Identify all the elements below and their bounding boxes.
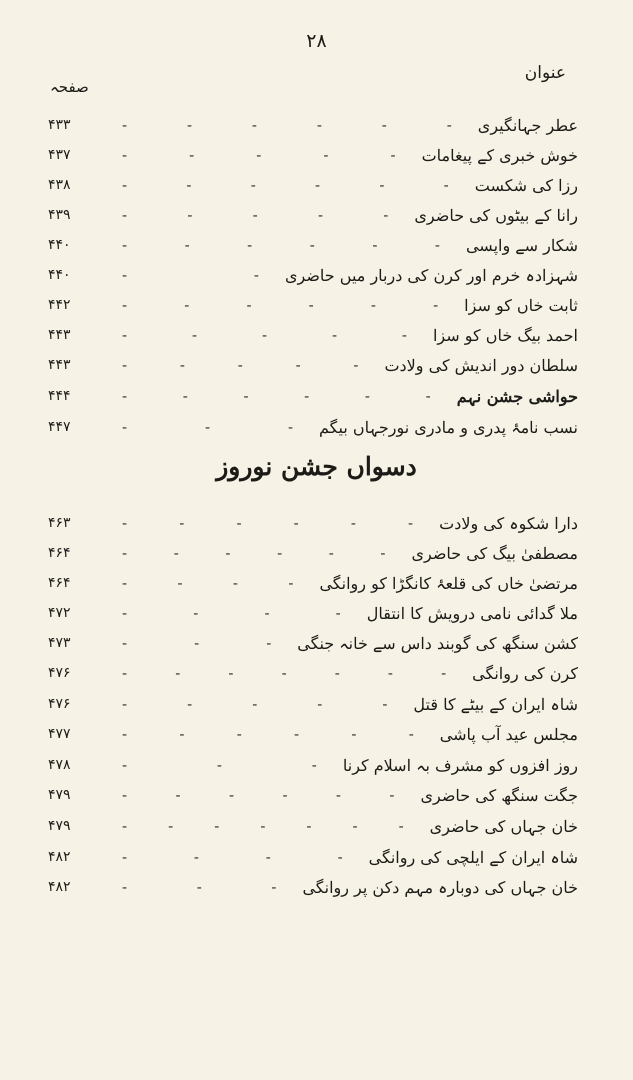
list-item xyxy=(48,350,578,380)
leader-dashes: - - - - - xyxy=(122,206,389,224)
entry-title: مجلس عید آب پاشی xyxy=(439,724,578,744)
entry-page: ۴۸۲ xyxy=(48,849,71,865)
leader-dashes: - - - - - - - xyxy=(122,664,447,682)
entry-title: مصطفیٰ بیگ کی حاضری xyxy=(411,543,578,563)
entry-title: خان جہاں کی حاضری xyxy=(429,816,578,836)
entry-title: جگت سنگھ کی حاضری xyxy=(420,785,578,805)
page-column-heading: صفحہ xyxy=(50,78,89,96)
list-item xyxy=(48,381,578,411)
leader-dashes: - - - xyxy=(122,634,272,652)
leader-dashes: - - - - - - xyxy=(122,514,414,532)
entry-page: ۴۸۲ xyxy=(48,879,71,895)
leader-dashes: - - - - - - xyxy=(122,236,440,254)
entry-page: ۴۷۶ xyxy=(48,696,71,712)
leader-dashes: - - - - - - xyxy=(122,296,439,314)
entry-page: ۴۶۴ xyxy=(48,545,71,561)
entry-page: ۴۴۷ xyxy=(48,419,71,435)
section-heading: دسواں جشن نوروز xyxy=(216,452,417,481)
list-item xyxy=(48,320,578,350)
leader-dashes: - - - - - - xyxy=(122,176,449,194)
entry-page: ۴۴۲ xyxy=(48,297,71,313)
entry-page: ۴۷۸ xyxy=(48,757,71,773)
leader-dashes: - - - - xyxy=(122,604,341,622)
list-item xyxy=(48,140,578,170)
leader-dashes: - - - - - xyxy=(122,146,396,164)
entry-title: سلطان دور اندیش کی ولادت xyxy=(384,355,578,375)
contents-heading: عنوان xyxy=(524,63,566,83)
entry-title: عطر جہانگیری xyxy=(477,115,578,135)
entry-page: ۴۷۳ xyxy=(48,635,71,651)
list-item xyxy=(48,750,578,780)
list-item xyxy=(48,200,578,230)
leader-dashes: - - - - - - xyxy=(122,786,395,804)
entry-page: ۴۳۳ xyxy=(48,117,71,133)
entry-page: ۴۷۷ xyxy=(48,726,71,742)
entry-page: ۴۷۹ xyxy=(48,818,71,834)
list-item xyxy=(48,780,578,810)
entry-title: روز افزوں کو مشرف بہ اسلام کرنا xyxy=(342,755,578,775)
entry-title: رانا کے بیٹوں کی حاضری xyxy=(414,205,578,225)
list-item xyxy=(48,811,578,841)
leader-dashes: - - - - - - xyxy=(122,387,431,405)
entry-title: خان جہاں کی دوبارہ مہم دکن پر روانگی xyxy=(302,877,578,897)
list-item xyxy=(48,412,578,442)
entry-title: شہزادہ خرم اور کرن کی دربار میں حاضری xyxy=(284,265,578,285)
entry-page: ۴۷۲ xyxy=(48,605,71,621)
entry-title: ثابت خاں کو سزا xyxy=(464,295,578,315)
leader-dashes: - - - - - xyxy=(122,356,359,374)
list-item xyxy=(48,290,578,320)
leader-dashes: - - - - xyxy=(122,574,294,592)
leader-dashes: - - - xyxy=(122,878,277,896)
list-item xyxy=(48,230,578,260)
entry-page: ۴۷۹ xyxy=(48,787,71,803)
entry-title: رزا کی شکست xyxy=(474,175,578,195)
list-item xyxy=(48,508,578,538)
entry-page: ۴۳۹ xyxy=(48,207,71,223)
list-item xyxy=(48,872,578,902)
list-item xyxy=(48,658,578,688)
entry-title: شکار سے واپسی xyxy=(465,235,578,255)
list-item xyxy=(48,170,578,200)
list-item xyxy=(48,689,578,719)
entry-title: شاہ ایران کے بیٹے کا قتل xyxy=(413,694,578,714)
entry-page: ۴۴۰ xyxy=(48,267,71,283)
entry-title: مرتضیٰ خاں کی قلعۂ کانگڑا کو روانگی xyxy=(319,573,578,593)
leader-dashes: - - - - - - xyxy=(122,116,452,134)
entry-title: شاہ ایران کے ایلچی کی روانگی xyxy=(368,847,578,867)
list-item xyxy=(48,628,578,658)
entry-title: کرن کی روانگی xyxy=(472,663,578,683)
entry-title: احمد بیگ خاں کو سزا xyxy=(432,325,578,345)
entry-page: ۴۷۶ xyxy=(48,665,71,681)
entry-title: ملا گدائی نامی درویش کا انتقال xyxy=(366,603,578,623)
list-item xyxy=(48,538,578,568)
leader-dashes: - - xyxy=(122,266,259,284)
entry-title: خوش خبری کے پیغامات xyxy=(421,145,578,165)
leader-dashes: - - - - - - - xyxy=(122,817,404,835)
leader-dashes: - - - - - xyxy=(122,326,407,344)
entry-page: ۴۳۸ xyxy=(48,177,71,193)
entry-page: ۴۴۴ xyxy=(48,388,71,404)
leader-dashes: - - - - - - xyxy=(122,725,414,743)
list-item xyxy=(48,842,578,872)
entry-title: حواشی جشن نہم xyxy=(456,386,578,406)
entry-page: ۴۳۷ xyxy=(48,147,71,163)
list-item xyxy=(48,110,578,140)
entry-title: کشن سنگھ کی گوبند داس سے خانہ جنگی xyxy=(297,633,578,653)
list-item xyxy=(48,598,578,628)
leader-dashes: - - - - - xyxy=(122,695,388,713)
list-item xyxy=(48,260,578,290)
entry-title: نسب نامۂ پدری و مادری نورجہاں بیگم xyxy=(319,417,578,437)
leader-dashes: - - - xyxy=(122,756,317,774)
list-item xyxy=(48,568,578,598)
entry-page: ۴۶۴ xyxy=(48,575,71,591)
leader-dashes: - - - - xyxy=(122,848,343,866)
list-item xyxy=(48,719,578,749)
leader-dashes: - - - - - - xyxy=(122,544,386,562)
entry-title: دارا شکوہ کی ولادت xyxy=(439,513,578,533)
page-number: ٢٨ xyxy=(306,30,327,52)
entry-page: ۴۶۳ xyxy=(48,515,71,531)
entry-page: ۴۴۳ xyxy=(48,357,71,373)
entry-page: ۴۴۰ xyxy=(48,237,71,253)
leader-dashes: - - - xyxy=(122,418,294,436)
entry-page: ۴۴۳ xyxy=(48,327,71,343)
